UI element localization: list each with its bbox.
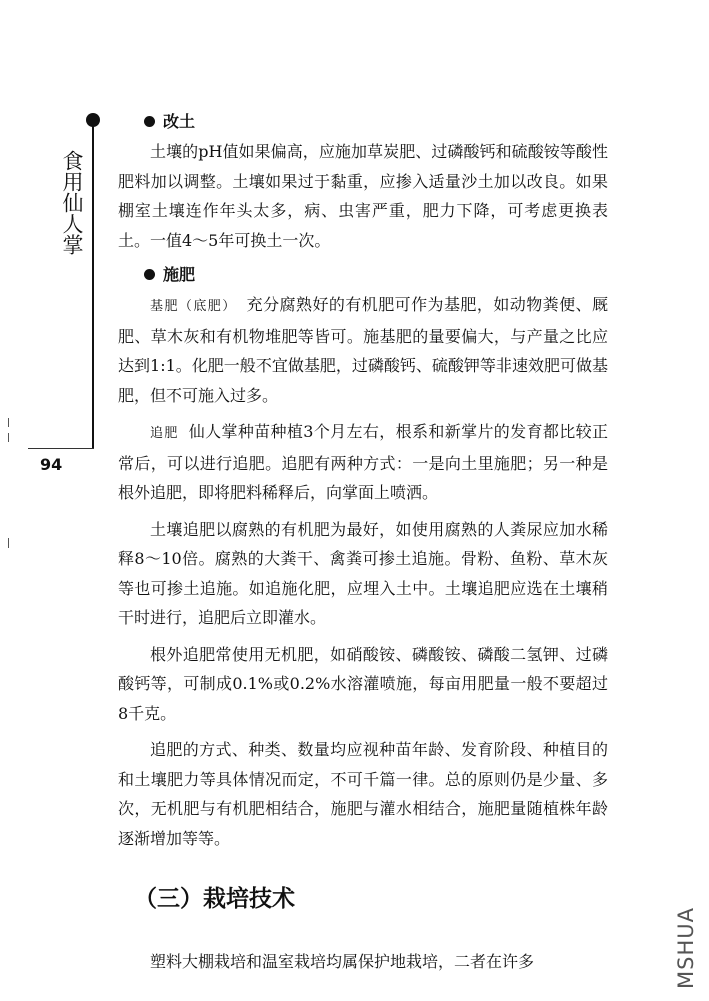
term-top-dressing: 追肥 — [150, 426, 179, 441]
margin-mark — [8, 418, 9, 427]
page-number-rule — [28, 448, 94, 449]
sidebar-vertical-rule — [92, 118, 94, 448]
bullet-icon — [144, 116, 155, 127]
bullet-icon — [144, 269, 155, 280]
section-heading-soil: 改土 — [144, 106, 608, 137]
page-number: 94 — [40, 455, 63, 474]
margin-mark — [8, 538, 9, 548]
paragraph-dressing-principles: 追肥的方式、种类、数量均应视种苗年龄、发育阶段、种植目的和土壤肥力等具体情况而定，不可千篇一律。总的原则仍是少量、多次，无机肥与有机肥相结合，施肥与灌水相结合，施肥量随植株年龄逐渐增加等等。 — [118, 740, 608, 848]
page-body — [118, 106, 608, 977]
watermark: MSHUA — [674, 907, 698, 989]
paragraph-cultivation: 塑料大棚栽培和温室栽培均属保护地栽培，二者在许多 — [150, 952, 535, 971]
term-base-fertilizer: 基肥（底肥） — [150, 299, 237, 314]
paragraph-soil-top-dressing: 土壤追肥以腐熟的有机肥为最好，如使用腐熟的人粪尿应加水稀释8～10倍。腐熟的大粪干、禽粪可掺土追施。骨粉、鱼粉、草木灰等也可掺土追施。如追施化肥，应埋入土中。土壤追肥应选在土壤稍干时进行，追肥后立即灌水。 — [118, 519, 608, 627]
margin-mark — [8, 433, 9, 442]
paragraph-foliar-dressing: 根外追肥常使用无机肥，如硝酸铵、磷酸铵、磷酸二氢钾、过磷酸钙等，可制成0.1%或0.2%水溶灌喷施，每亩用肥量一般不要超过8千克。 — [118, 644, 608, 723]
paragraph-top-dressing: 追肥 仙人掌种苗种植3个月左右，根系和新掌片的发育都比较正常后，可以进行追肥。追肥有两种方式：一是向土里施肥；另一种是根外追肥，即将肥料稀释后，向掌面上喷洒。 — [118, 422, 608, 502]
chapter-heading-cultivation: （三）栽培技术 — [134, 886, 295, 912]
paragraph-base-fertilizer: 基肥（底肥） 充分腐熟好的有机肥可作为基肥，如动物粪便、厩肥、草木灰和有机物堆肥等皆可。施基肥的量要偏大，与产量之比应达到1:1。化肥一般不宜做基肥，过磷酸钙、硫酸钾等非速效肥可做基肥，但不可施入过多。 — [118, 295, 608, 405]
paragraph-soil: 土壤的pH值如果偏高，应施加草炭肥、过磷酸钙和硫酸铵等酸性肥料加以调整。土壤如果过于黏重，应掺入适量沙土加以改良。如果棚室土壤连作年头太多，病、虫害严重，肥力下降，可考虑更换表土。一值4～5年可换土一次。 — [118, 142, 608, 250]
book-title: 食用仙人掌 — [60, 150, 84, 255]
section-heading-fertilizer: 施肥 — [144, 259, 608, 290]
